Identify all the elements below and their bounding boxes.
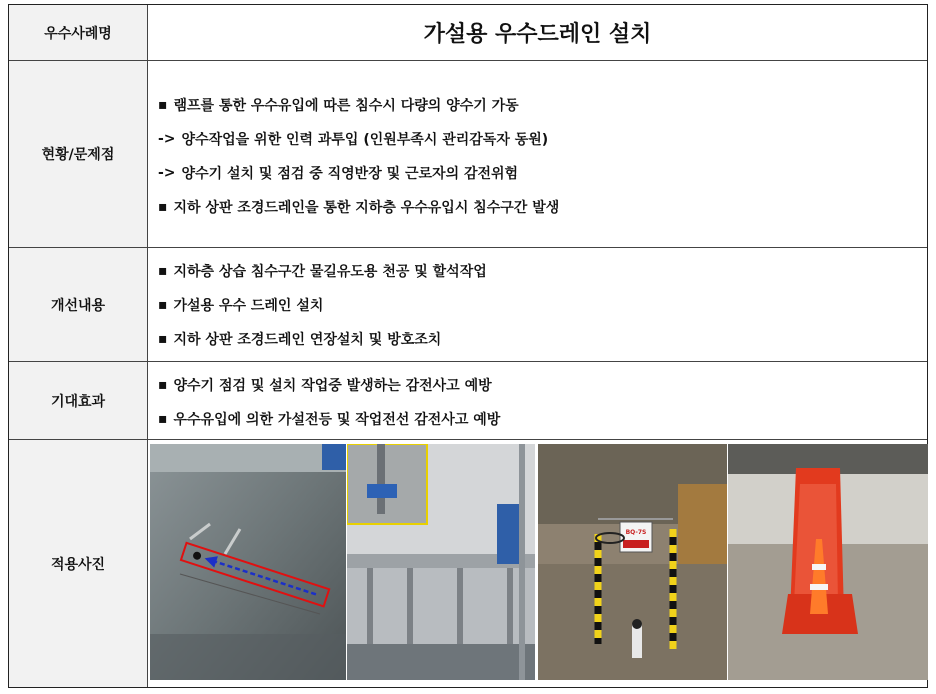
list-item bbox=[158, 88, 927, 122]
effect-content bbox=[148, 362, 927, 439]
parking-pipes-photo bbox=[347, 444, 535, 680]
bullet-marker: ▪ bbox=[158, 331, 168, 347]
list-item-text: 양수작업을 위한 인력 과투입 (인원부족시 관리감독자 동원) bbox=[181, 132, 549, 148]
bullet-marker: ▪ bbox=[158, 411, 168, 427]
photos-label: 적용사진 bbox=[9, 440, 148, 687]
photos-content bbox=[148, 440, 927, 687]
list-item bbox=[158, 156, 927, 190]
title-row bbox=[9, 5, 927, 61]
case-name-label: 우수사례명 bbox=[9, 5, 148, 60]
bullet-marker: ▪ bbox=[158, 97, 168, 113]
list-item bbox=[158, 190, 927, 224]
list-item bbox=[158, 288, 927, 322]
bullet-marker: ▪ bbox=[158, 377, 168, 393]
case-title: 가설용 우수드레인 설치 bbox=[423, 22, 652, 47]
list-item bbox=[158, 322, 927, 356]
bullet-marker: ▪ bbox=[158, 297, 168, 313]
list-item-text: 지하 상판 조경드레인 연장설치 및 방호조치 bbox=[173, 332, 442, 348]
list-item bbox=[158, 122, 927, 156]
photos-row bbox=[9, 440, 927, 687]
improvement-content bbox=[148, 248, 927, 361]
improvement-row bbox=[9, 248, 927, 362]
effect-row bbox=[9, 362, 927, 440]
status-label: 현황/문제점 bbox=[9, 61, 148, 247]
trench-barrier-photo bbox=[538, 444, 727, 680]
list-item bbox=[158, 368, 927, 402]
bullet-marker: ▪ bbox=[158, 263, 168, 279]
improvement-label: 개선내용 bbox=[9, 248, 148, 361]
improvement-list bbox=[148, 254, 927, 356]
arrow-marker: -> bbox=[158, 165, 176, 181]
effect-label: 기대효과 bbox=[9, 362, 148, 439]
list-item-text: 양수기 점검 및 설치 작업중 발생하는 감전사고 예방 bbox=[173, 378, 492, 394]
list-item-text: 우수유입에 의한 가설전등 및 작업전선 감전사고 예방 bbox=[173, 412, 501, 428]
arrow-marker: -> bbox=[158, 131, 176, 147]
list-item bbox=[158, 402, 927, 436]
list-item-text: 램프를 통한 우수유입에 따른 침수시 다량의 양수기 가동 bbox=[173, 98, 519, 114]
status-row bbox=[9, 61, 927, 248]
status-content bbox=[148, 61, 927, 247]
floor-drain-photo bbox=[150, 444, 346, 680]
red-cover-photo bbox=[728, 444, 928, 680]
list-item-text: 지하층 상습 침수구간 물길유도용 천공 및 할석작업 bbox=[173, 264, 487, 280]
case-sheet bbox=[8, 4, 928, 688]
status-list bbox=[148, 88, 927, 224]
list-item bbox=[158, 254, 927, 288]
bullet-marker: ▪ bbox=[158, 199, 168, 215]
sign-text: BQ-7S bbox=[625, 529, 647, 536]
list-item-text: 양수기 설치 및 점검 중 직영반장 및 근로자의 감전위험 bbox=[181, 166, 519, 182]
list-item-text: 지하 상판 조경드레인을 통한 지하층 우수유입시 침수구간 발생 bbox=[173, 200, 560, 216]
list-item-text: 가설용 우수 드레인 설치 bbox=[173, 298, 324, 314]
effect-list bbox=[148, 368, 927, 436]
